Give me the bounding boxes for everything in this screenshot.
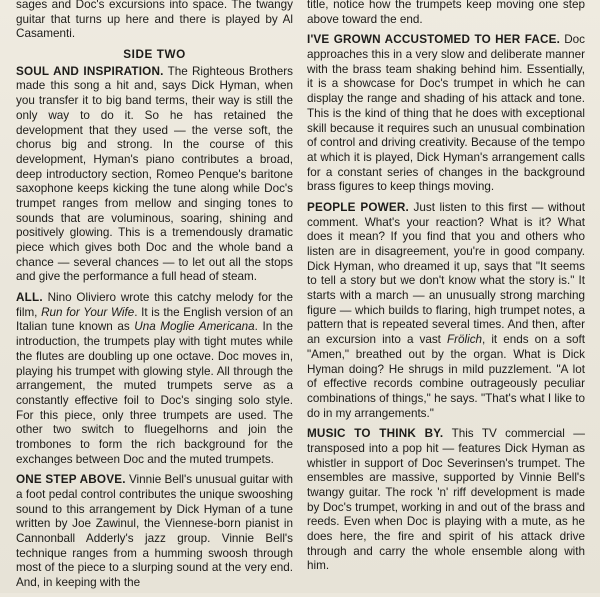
section-body: Vinnie Bell's unusual guitar with a foot pedal control contributes the unique swooshing sound to this arrangement by Dick Hyman of a tune written by Joe Zawinul, the Viennese-born pianist in Cannonball Adderly's jazz group. Vinnie Bell's technique ranges from a humming swoosh through most of the piece to a slurping sound at the very end. And, in keeping with the — [16, 473, 293, 590]
section-body: Just listen to this first — without comment. What's your reaction? What is it? What does it mean? If you find that you and others who listen are in disagreement, you're in good company. Dick Hyman, who dreamed it up, says that "It seems to tell a story but we don't know what the story is." It starts with a march — an unusually strong marching figure — which builds to flaring, high trumpet notes, a pattern that is repeated several times. And then, after an excursion into a vast — [307, 200, 585, 347]
section-people-power — [307, 201, 585, 421]
side-two-heading: SIDE TWO — [123, 48, 186, 62]
continuation-paragraph: title, notice how the trumpets keep moving one step above toward the end. — [307, 0, 585, 26]
tune-title: Una Moglie Americana — [134, 320, 255, 334]
section-ive-grown-accustomed — [307, 33, 585, 195]
section-heading: MUSIC TO THINK BY. — [307, 427, 444, 441]
section-music-to-think-by — [307, 427, 585, 574]
section-heading: ONE STEP ABOVE. — [16, 473, 126, 487]
section-body: . It is the English version of an Italian tune known as — [16, 305, 293, 334]
section-one-step-above — [16, 473, 293, 591]
section-soul-and-inspiration — [16, 65, 293, 285]
section-body: , it ends on a soft "Amen," breathed out by the organ. What is Dick Hyman doing? He shrugs in mild puzzlement. "A lot of effective records combine outrageously peculiar combinations of things," he says. "That's what I like to do in my arrangements." — [307, 333, 585, 420]
film-title: Run for Your Wife — [41, 305, 135, 319]
left-column — [16, 0, 293, 597]
section-body: This TV commercial — transposed into a pop hit — features Dick Hyman as whistler in support of Doc Severinsen's trumpet. The ensembles are massive, supported by Vinnie Bell's twangy guitar. The rock 'n' riff development is made by Doc's trumpet, working in and out of the brass and reeds. Even when Doc is playing with a mute, as he does here, the fire and spirit of his attack drive through and carry the whole ensemble along with him. — [307, 427, 585, 573]
section-body: The Righteous Brothers made this song a hit and, says Dick Hyman, when you transfer it to big band terms, their way is still the only way to do it. So he has retained the development that they used — the verse soft, the chorus big and strong. In the course of this development, Hyman's piano contributes a broad, deep introductory section, Romeo Penque's baritone saxophone keeps kicking the tune along while Doc's trumpet ranges from mellow and singing tones to sounds that are voluminous, soaring, shining and positively glowing. This is a tremendously dramatic piece which gives both Doc and the whole band a chance — several chances — to let out all the stops and give the performance a full head of steam. — [16, 64, 294, 284]
continuation-paragraph: sages and Doc's excursions into space. The twangy guitar that turns up here and there is played by Al Casamenti. — [16, 0, 293, 41]
section-heading: I'VE GROWN ACCUSTOMED TO HER FACE. — [307, 33, 561, 47]
section-heading: ALL. — [16, 291, 43, 305]
section-body: Nino Oliviero wrote this catchy melody for the film, — [16, 291, 293, 319]
italic-term: Frölich — [446, 333, 483, 347]
section-body: Doc approaches this in a very slow and deliberate manner with the brass team shaking behind him. Essentially, it is a showcase for Doc's trumpet in which he can display the range and shading of his attack and tone. This is the kind of thing that he does with exceptional skill because it requires such an unusual combination of control and driving creativity. Because of the tempo at which it is played, Dick Hyman's arrangement calls for a constant series of changes in the background brass figures to keep things moving. — [307, 33, 585, 194]
right-column — [307, 0, 585, 580]
section-all — [16, 291, 293, 467]
section-body: . In the introduction, the trumpets play with tight mutes while the flutes are doubling up one octave. Doc moves in, playing his trumpet with glowing style. All through the arrangement, the muted trumpets serve as a constantly effective foil to Doc's singing solo style. For this piece, only three trumpets are used. The other two switch to fluegelhorns and join the trombones to form the rich background for the exchanges between Doc and the muted trumpets. — [16, 320, 293, 466]
section-heading: PEOPLE POWER. — [307, 200, 409, 214]
section-heading: SOUL AND INSPIRATION. — [16, 64, 164, 78]
